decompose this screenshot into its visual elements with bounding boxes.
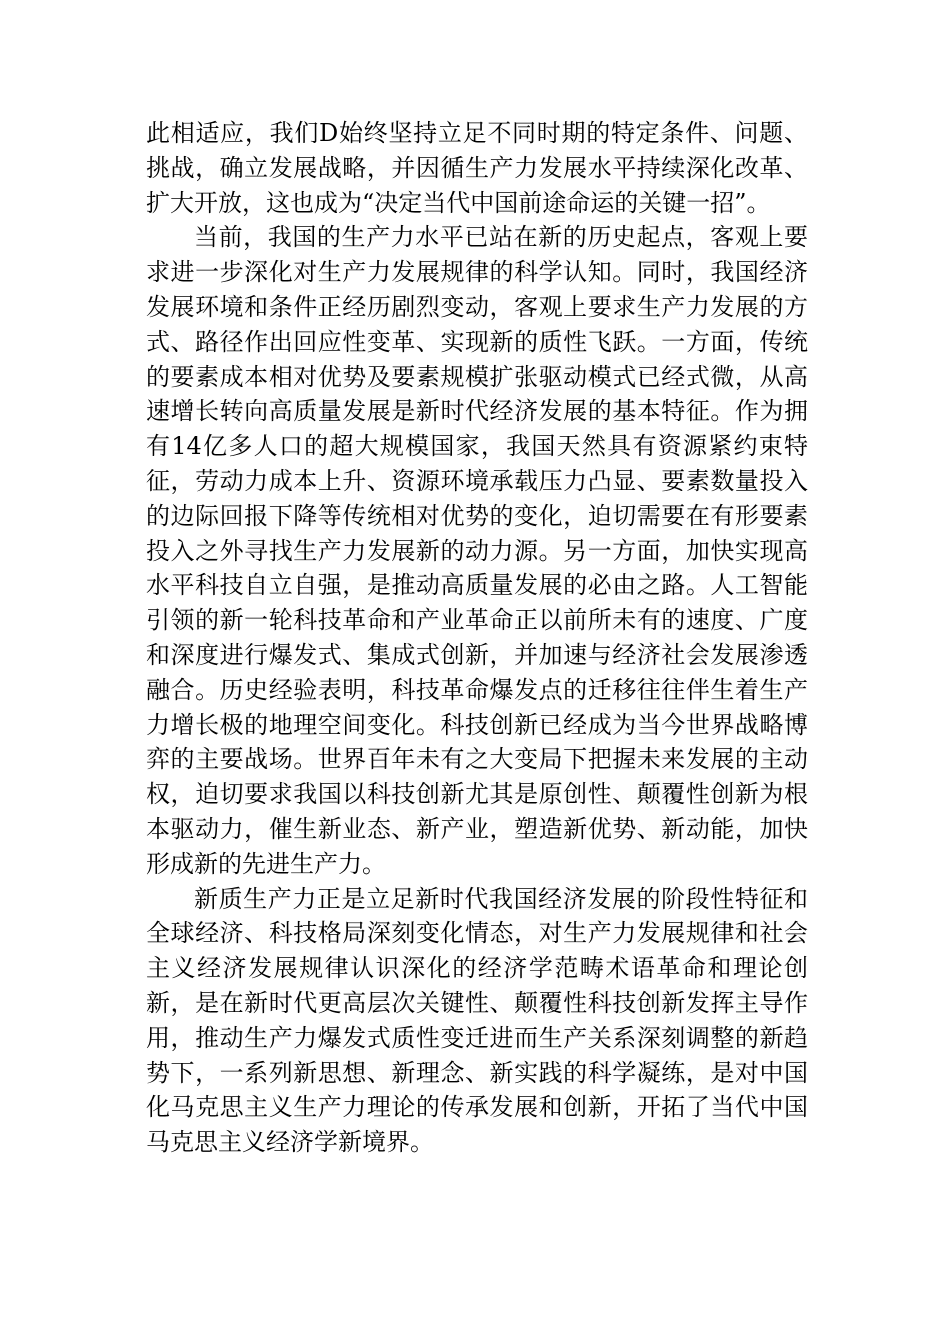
- paragraph-new-productive-forces: 新质生产力正是立足新时代我国经济发展的阶段性特征和全球经济、科技格局深刻变化情态，对生产力发展规律和社会主义经济发展规律认识深化的经济学范畴术语革命和理论创新，是在新时代更高层次关键性、颠覆性科技创新发挥主导作用，推动生产力爆发式质性变迁进而生产关系深刻调整的新趋势下，一系列新思想、新理念、新实践的科学凝练，是对中国化马克思主义生产力理论的传承发展和创新，开拓了当代中国马克思主义经济学新境界。: [146, 884, 808, 1157]
- paragraph-continuation: 此相适应，我们D始终坚持立足不同时期的特定条件、问题、挑战，确立发展战略，并因循生产力发展水平持续深化改革、扩大开放，这也成为“决定当代中国前途命运的关键一招”。: [146, 119, 808, 217]
- document-body: [146, 116, 808, 1160]
- paragraph-current-situation: 当前，我国的生产力水平已站在新的历史起点，客观上要求进一步深化对生产力发展规律的科学认知。同时，我国经济发展环境和条件正经历剧烈变动，客观上要求生产力发展的方式、路径作出回应性变革、实现新的质性飞跃。一方面，传统的要素成本相对优势及要素规模扩张驱动模式已经式微，从高速增长转向高质量发展是新时代经济发展的基本特征。作为拥有14亿多人口的超大规模国家，我国天然具有资源紧约束特征，劳动力成本上升、资源环境承载压力凸显、要素数量投入的边际回报下降等传统相对优势的变化，迫切需要在有形要素投入之外寻找生产力发展新的动力源。另一方面，加快实现高水平科技自立自强，是推动高质量发展的必由之路。人工智能引领的新一轮科技革命和产业革命正以前所未有的速度、广度和深度进行爆发式、集成式创新，并加速与经济社会发展渗透融合。历史经验表明，科技革命爆发点的迁移往往伴生着生产力增长极的地理空间变化。科技创新已经成为当今世界战略博弈的主要战场。世界百年未有之大变局下把握未来发展的主动权，迫切要求我国以科技创新尤其是原创性、颠覆性创新为根本驱动力，催生新业态、新产业，塑造新优势、新动能，加快形成新的先进生产力。: [146, 223, 808, 878]
